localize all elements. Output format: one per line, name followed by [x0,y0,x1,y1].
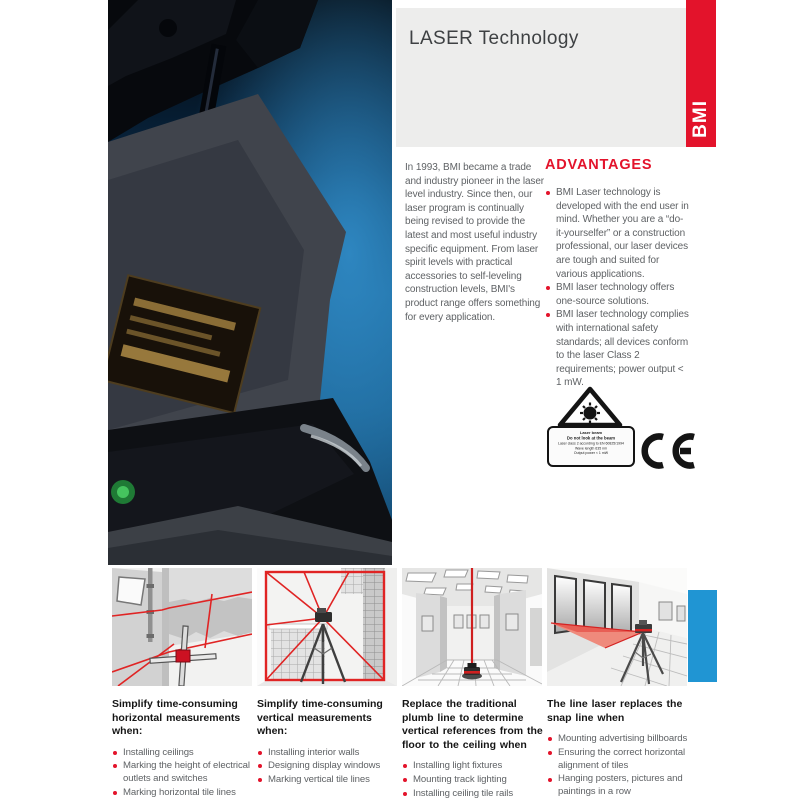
use-case-bullet: Installing ceiling tile rails [402,788,544,800]
use-case-plumb-line [402,698,544,800]
use-case-bullet: Installing ceilings [112,747,254,760]
illustration-plumb-line [402,568,542,686]
use-case-bullets [112,747,254,800]
safety-certification [547,386,697,472]
use-case-horizontal [112,698,254,800]
advantage-item: BMI Laser technology is developed with the end user in mind. Whether you are a “do-it-yourselfer” or a construction professional, our laser devices are tough and suited for various applications. [545,186,689,281]
label-line: Laser class 2 according to EN 60825/1994 [558,442,624,446]
label-line: Output power < 1 mW [573,451,609,455]
advantage-item: BMI laser technology complies with international safety standards; all devices conform to the laser Class 2 requirements; power output < 1 mW. [545,308,689,390]
use-case-bullet: Installing light fixtures [402,760,544,773]
use-case-heading: Replace the traditional plumb line to determine vertical references from the floor to the ceiling when [402,698,543,751]
use-case-bullet: Designing display windows [257,760,399,773]
brand-tab [686,0,716,147]
use-case-bullet: Hanging posters, pictures and paintings in a row [547,773,689,799]
advantages-title: ADVANTAGES [545,157,653,173]
laser-label-text [549,428,633,456]
use-case-bullets [547,733,689,799]
blue-tab-marker [688,590,717,682]
use-case-snap-line [547,698,689,800]
use-case-bullets [402,760,544,800]
use-case-heading: Simplify time-consuming vertical measurements when: [257,698,383,737]
laser-warning-icon [557,386,623,428]
illustration-vertical-measurements [257,568,397,686]
use-case-bullet: Marking horizontal tile lines [112,787,254,800]
ce-mark-icon [639,432,697,470]
label-line: Laser beam [579,430,603,435]
advantages-list [545,186,689,390]
laser-class-label [547,426,635,467]
brand-logo: BMI [690,100,711,138]
product-photo [108,0,392,565]
label-line: Do not look at the beam [566,435,616,441]
illustration-snap-line [547,568,687,686]
use-case-bullet: Ensuring the correct horizontal alignment of tiles [547,747,689,773]
page-title: LASER Technology [409,28,579,49]
use-case-bullet: Marking vertical tile lines [257,774,399,787]
laser-device-photo [108,0,392,565]
label-line: Wave length 635 nm [575,446,607,451]
advantages-section [545,157,689,390]
intro-paragraph: In 1993, BMI became a trade and industry pioneer in the laser level industry. Since then, our laser program is continually being revised to provide the latest and most useful industry specific equipment. From laser spirit levels with practical accessories to self-leveling construction levels, BMI's product range offers something for every application. [405,162,545,323]
use-case-bullet: Marking the height of electrical outlets and switches [112,760,254,786]
illustration-horizontal-measurements [112,568,252,686]
use-case-heading: Simplify time-consuming horizontal measurements when: [112,698,241,737]
use-case-vertical [257,698,399,788]
use-case-bullets [257,747,399,787]
use-case-bullet: Installing interior walls [257,747,399,760]
use-case-bullet: Mounting advertising billboards [547,733,689,746]
use-case-heading: The line laser replaces the snap line when [547,698,683,724]
use-case-bullet: Mounting track lighting [402,774,544,787]
page-header [396,8,686,147]
advantage-item: BMI laser technology offers one-source solutions. [545,281,689,308]
